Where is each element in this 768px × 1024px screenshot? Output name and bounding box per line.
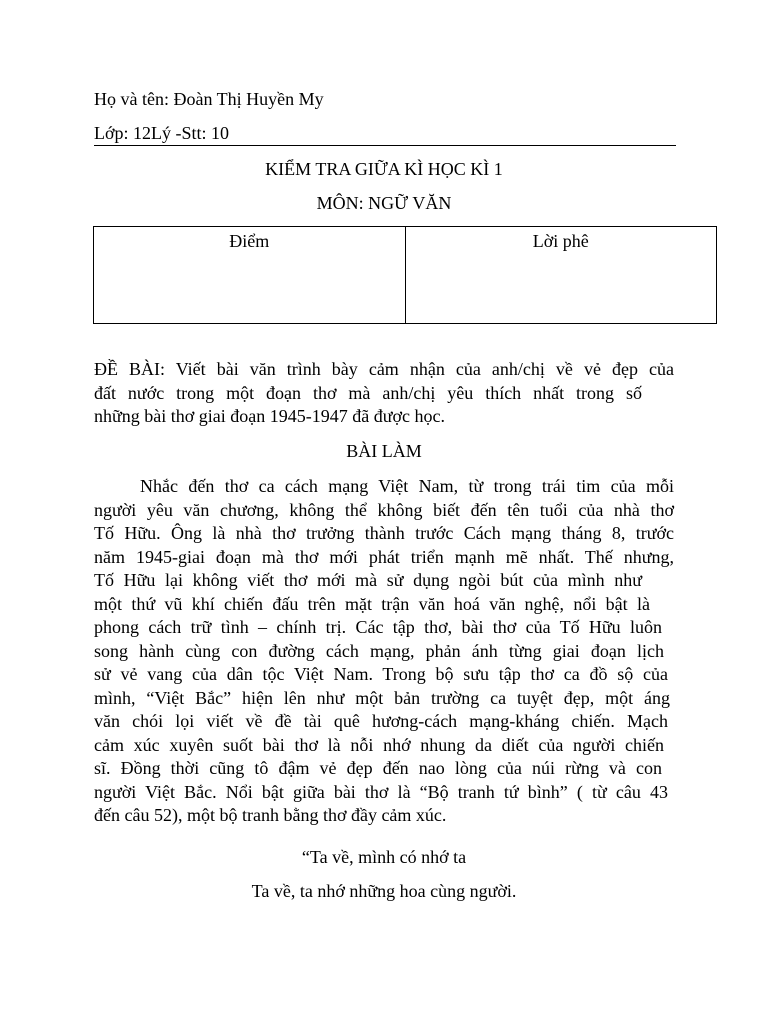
prompt-line: những bài thơ giai đoạn 1945-1947 đã được học. [94,406,445,426]
student-name-line: Họ và tên: Đoàn Thị Huyền My [94,89,324,109]
essay-heading: BÀI LÀM [346,441,422,461]
exam-subject: MÔN: NGỮ VĂN [316,193,452,213]
essay-line: sĩ. Đồng thời cũng tô đậm vẻ đẹp đến nao lòng của núi rừng và con [94,758,662,778]
essay-line: mình, “Việt Bắc” hiện lên như một bản trường ca tuyệt đẹp, một áng [94,687,670,708]
prompt-line: đất nước trong một đoạn thơ mà anh/chị yêu thích nhất trong số [94,382,642,403]
header-divider [94,145,676,146]
essay-line: năm 1945-giai đoạn mà thơ mới phát triển mạnh mẽ nhất. Thế nhưng, [94,546,674,567]
grade-comment-header: Lời phê [532,231,589,251]
prompt-line: ĐỀ BÀI: Viết bài văn trình bày cảm nhận của anh/chị về vẻ đẹp của [94,359,674,379]
exam-prompt [94,358,674,429]
verse-line-2: Ta về, ta nhớ những hoa cùng người. [251,881,517,901]
essay-line: đến câu 52), một bộ tranh bằng thơ đầy cảm xúc. [94,805,447,825]
essay-line: người Việt Bắc. Nổi bật giữa bài thơ là “Bộ tranh tứ bình” ( từ câu 43 [94,781,668,802]
essay-line: cảm xúc xuyên suốt bài thơ là nỗi nhớ nhung da diết của người chiến [94,734,664,755]
essay-line: Nhắc đến thơ ca cách mạng Việt Nam, từ trong trái tim của mỗi [140,476,674,496]
student-class-line: Lớp: 12Lý -Stt: 10 [94,123,230,143]
grade-score-cell [94,227,405,323]
essay-line: người yêu văn chương, không thể không biết đến tên tuổi của nhà thơ [94,499,674,520]
essay-paragraph [94,475,674,828]
verse-line-1: “Ta về, mình có nhớ ta [301,847,467,867]
essay-line: phong cách trữ tình – chính trị. Các tập thơ, bài thơ của Tố Hữu luôn [94,617,662,637]
essay-line: Tố Hữu lại không viết thơ mới mà sử dụng ngòi bút của mình như [94,570,642,590]
grade-score-header: Điểm [229,231,270,251]
essay-line: một thứ vũ khí chiến đấu trên mặt trận văn hoá văn nghệ, nổi bật là [94,593,650,614]
essay-line: Tố Hữu. Ông là nhà thơ trưởng thành trước Cách mạng tháng 8, trước [94,523,674,543]
grade-comment-cell [405,227,717,323]
essay-line: sử vẻ vang của dân tộc Việt Nam. Trong bộ sưu tập thơ ca đồ sộ của [94,664,668,684]
exam-title: KIỂM TRA GIỮA KÌ HỌC KÌ 1 [265,159,503,179]
essay-line: song hành cùng con đường cách mạng, phản ánh từng giai đoạn lịch [94,640,664,661]
essay-line: văn chói lọi viết về đề tài quê hương-cách mạng-kháng chiến. Mạch [94,711,668,731]
grade-table [93,226,717,324]
